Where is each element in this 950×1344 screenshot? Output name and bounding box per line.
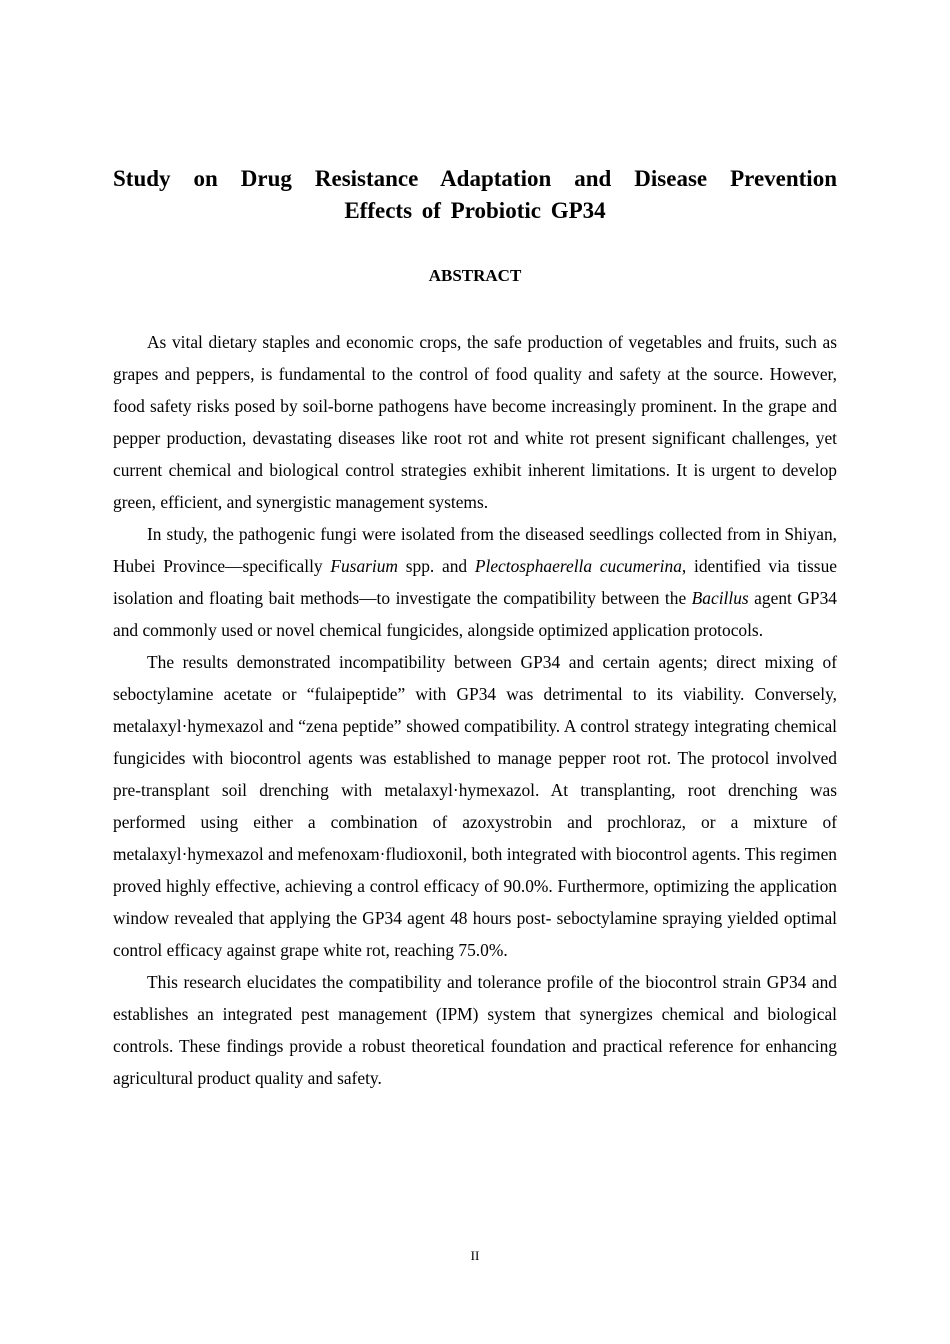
species-name-fusarium: Fusarium	[330, 556, 398, 576]
paper-title	[113, 163, 837, 227]
abstract-paragraph-1: As vital dietary staples and economic crops, the safe production of vegetables and fruits, such as grapes and peppers, is fundamental to the control of food quality and safety at the source. However, food safety risks posed by soil-borne pathogens have become increasingly prominent. In the grape and pepper production, devastating diseases like root rot and white rot present significant challenges, yet current chemical and biological control strategies exhibit inherent limitations. It is urgent to develop green, efficient, and synergistic management systems.	[113, 332, 837, 512]
abstract-heading: ABSTRACT	[428, 266, 522, 285]
paragraph-2-text-a: In study, the pathogenic fungi were isolated from the diseased seedlings collected from in Shiyan, Hubei Province—specifically	[113, 524, 837, 576]
paragraph-2-text-e: , identified via tissue isolation and floating bait methods—to investigate the compatibility between the	[113, 556, 837, 608]
abstract-paragraph-3: The results demonstrated incompatibility between GP34 and certain agents; direct mixing of seboctylamine acetate or “fulaipeptide” with GP34 was detrimental to its viability. Conversely, metalaxyl·hymexazol and “zena peptide” showed compatibility. A control strategy integrating chemical fungicides with biocontrol agents was established to manage pepper root rot. The protocol involved pre-transplant soil drenching with metalaxyl·hymexazol. At transplanting, root drenching was performed using either a combination of azoxystrobin and prochloraz, or a mixture of metalaxyl·hymexazol and mefenoxam·fludioxonil, both integrated with biocontrol agents. This regimen proved highly effective, achieving a control efficacy of 90.0%. Furthermore, optimizing the application window revealed that applying the GP34 agent 48 hours post- seboctylamine spraying yielded optimal control efficacy against grape white rot, reaching 75.0%.	[113, 652, 837, 960]
paragraph-2-text-g: agent GP34 and commonly used or novel chemical fungicides, alongside optimized application protocols.	[113, 588, 837, 640]
species-name-plectosphaerella: Plectosphaerella cucumerina	[474, 556, 682, 576]
title-line-2: Effects of Probiotic GP34	[344, 198, 606, 223]
page-number: II	[470, 1248, 480, 1263]
abstract-paragraph-2	[113, 518, 837, 646]
abstract-paragraph-4: This research elucidates the compatibility and tolerance profile of the biocontrol strain GP34 and establishes an integrated pest management (IPM) system that synergizes chemical and biological controls. These findings provide a robust theoretical foundation and practical reference for enhancing agricultural product quality and safety.	[113, 972, 837, 1088]
paragraph-2-text-c: spp. and	[398, 556, 475, 576]
abstract-body	[113, 326, 837, 1094]
genus-name-bacillus: Bacillus	[691, 588, 749, 608]
title-line-1: Study on Drug Resistance Adaptation and Disease Prevention	[113, 166, 837, 191]
